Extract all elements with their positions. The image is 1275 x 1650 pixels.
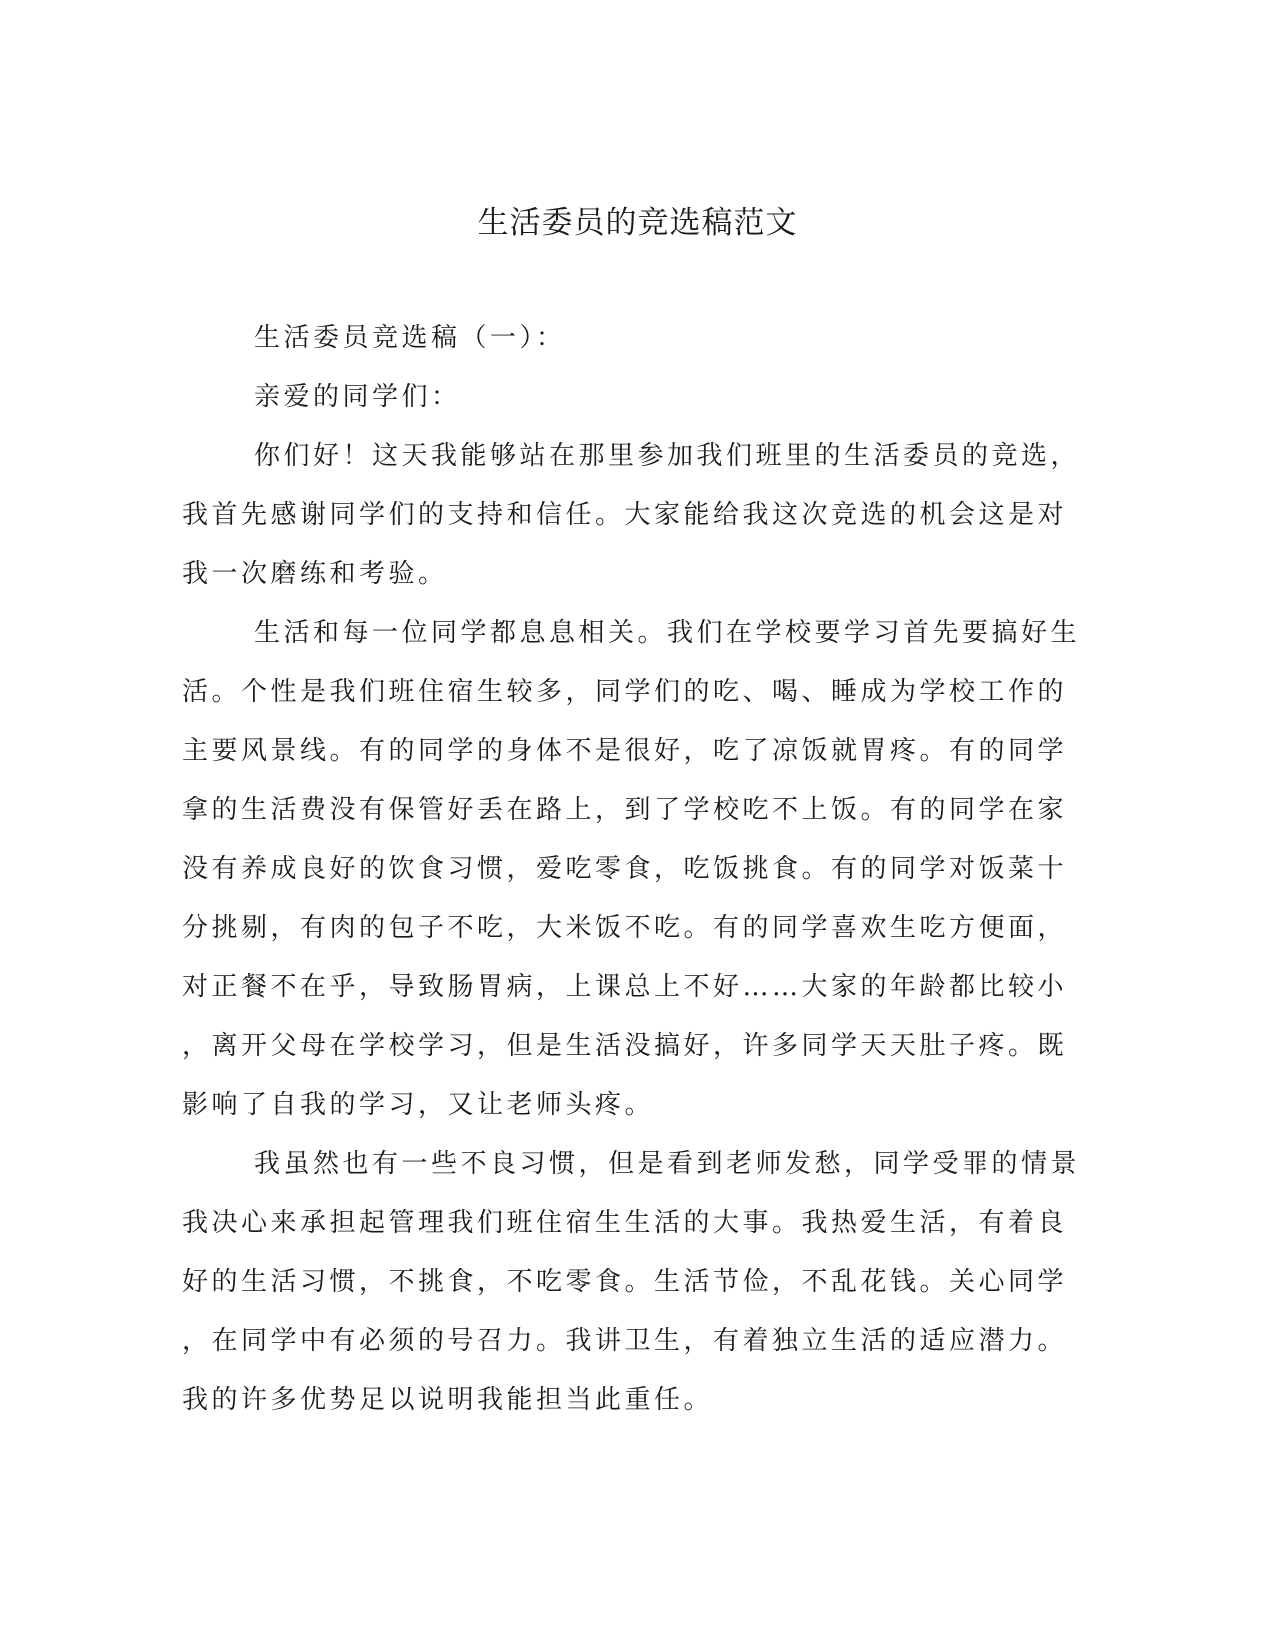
text-line: 生活委员竞选稿（一）： (254, 323, 566, 353)
text-line: ，离开父母在学校学习，但是生活没搞好，许多同学天天肚子疼。既 (182, 1031, 1068, 1061)
text-line: 好的生活习惯，不挑食，不吃零食。生活节俭，不乱花钱。关心同学 (182, 1267, 1068, 1297)
text-line: 我决心来承担起管理我们班住宿生生活的大事。我热爱生活，有着良 (182, 1208, 1068, 1238)
text-line: 影响了自我的学习，又让老师头疼。 (182, 1090, 655, 1120)
text-line: 我首先感谢同学们的支持和信任。大家能给我这次竞选的机会这是对 (182, 500, 1068, 530)
text-line: 我一次磨练和考验。 (182, 559, 448, 589)
text-line: 对正餐不在乎，导致肠胃病，上课总上不好……大家的年龄都比较小 (182, 972, 1068, 1002)
text-line: 亲爱的同学们： (254, 382, 461, 412)
text-line: 分挑剔，有肉的包子不吃，大米饭不吃。有的同学喜欢生吃方便面， (182, 913, 1068, 943)
text-line: 你们好！这天我能够站在那里参加我们班里的生活委员的竞选， (254, 441, 1081, 471)
document-body (182, 314, 1081, 1435)
text-line: 我虽然也有一些不良习惯，但是看到老师发愁，同学受罪的情景 (254, 1149, 1081, 1179)
text-line: 没有养成良好的饮食习惯，爱吃零食，吃饭挑食。有的同学对饭菜十 (182, 854, 1068, 884)
document-title: 生活委员的竞选稿范文 (477, 205, 798, 241)
text-line: 活。个性是我们班住宿生较多，同学们的吃、喝、睡成为学校工作的 (182, 677, 1068, 707)
text-line: ，在同学中有必须的号召力。我讲卫生，有着独立生活的适应潜力。 (182, 1326, 1068, 1356)
text-line: 我的许多优势足以说明我能担当此重任。 (182, 1385, 714, 1415)
text-line: 拿的生活费没有保管好丢在路上，到了学校吃不上饭。有的同学在家 (182, 795, 1068, 825)
text-line: 生活和每一位同学都息息相关。我们在学校要学习首先要搞好生 (254, 618, 1081, 648)
text-line: 主要风景线。有的同学的身体不是很好，吃了凉饭就胃疼。有的同学 (182, 736, 1068, 766)
